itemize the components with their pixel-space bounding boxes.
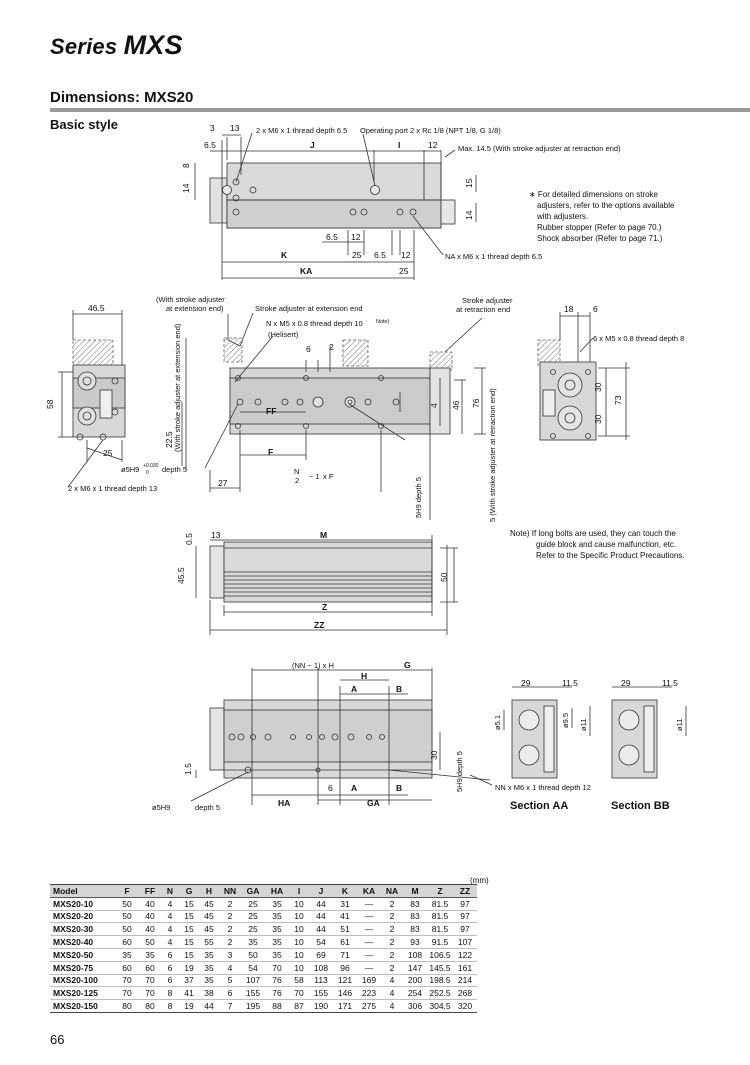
table-cell: 304.5 [427, 1000, 453, 1013]
table-cell: 155 [309, 987, 333, 1000]
front-side-label: (With stroke adjuster at extension end) [173, 323, 182, 452]
dim-27: 27 [218, 478, 228, 488]
table-header-cell: Model [50, 885, 115, 898]
table-cell: 10 [289, 897, 309, 910]
nm5-callout: N x M5 x 0.8 thread depth 10 [266, 319, 363, 328]
dim-6-5-c: 6.5 [374, 250, 386, 260]
stroke-adjuster-note [529, 189, 729, 244]
left-thread-callout: 2 x M6 x 1 thread depth 13 [68, 484, 158, 493]
table-cell: 35 [241, 936, 265, 949]
stroke-note-line: Shock absorber (Refer to page 71.) [537, 234, 663, 243]
table-cell: 2 [219, 936, 241, 949]
note-superscript: Note) [376, 319, 390, 325]
table-cell: 25 [241, 910, 265, 923]
dim-B-bottom: B [396, 783, 403, 793]
na-callout: NA x M6 x 1 thread depth 6.5 [445, 252, 543, 261]
table-header-cell: G [179, 885, 199, 898]
aa-dim-29: 29 [521, 678, 531, 688]
table-cell: 70 [115, 974, 139, 987]
table-cell: 268 [453, 987, 477, 1000]
table-cell: 61 [333, 936, 357, 949]
thread-callout: 2 x M6 x 1 thread depth 6.5 [256, 126, 348, 135]
table-cell: 6 [219, 987, 241, 1000]
table-cell: 190 [309, 1000, 333, 1013]
h9-side-label: 5H9 depth 5 [414, 477, 423, 518]
table-cell: 50 [115, 897, 139, 910]
table-cell: 169 [357, 974, 381, 987]
table-cell: 76 [265, 987, 289, 1000]
table-cell: 35 [265, 923, 289, 936]
table-cell: 4 [161, 923, 179, 936]
table-cell: 50 [241, 948, 265, 961]
aa-dim-5-1: ø5.1 [493, 714, 502, 730]
table-cell: 70 [265, 961, 289, 974]
dim-ZZ: ZZ [314, 620, 325, 630]
table-cell: 106.5 [427, 948, 453, 961]
table-header-cell: N [161, 885, 179, 898]
table-cell: 108 [309, 961, 333, 974]
table-row [50, 936, 477, 949]
table-cell: 4 [161, 897, 179, 910]
table-cell: 10 [289, 948, 309, 961]
table-cell: MXS20-30 [50, 923, 115, 936]
table-cell: 55 [199, 936, 219, 949]
table-cell: 35 [265, 910, 289, 923]
stroke-note-line: with adjusters. [537, 212, 589, 221]
aa-dim-9-5: ø9.5 [561, 712, 570, 728]
m5-callout: 6 x M5 x 0.8 thread depth 8 [593, 334, 685, 343]
side-view [196, 535, 458, 635]
table-cell: 15 [179, 923, 199, 936]
stroke-note-line: ∗ For detailed dimensions on stroke [529, 190, 658, 199]
table-cell: 198.5 [427, 974, 453, 987]
dim-J: J [310, 140, 315, 150]
table-cell: 35 [199, 961, 219, 974]
pin-tolerance: +0.030 [143, 463, 159, 469]
stroke-note-line: adjusters, refer to the options available [537, 201, 675, 210]
table-cell: 15 [179, 897, 199, 910]
table-cell: 54 [241, 961, 265, 974]
table-cell: 40 [139, 897, 161, 910]
table-cell: 60 [139, 961, 161, 974]
table-row [50, 948, 477, 961]
dim-Z: Z [322, 602, 328, 612]
pin-hole-label: ø5H9 [121, 465, 140, 474]
bb-dim-29: 29 [621, 678, 631, 688]
table-header-cell: K [333, 885, 357, 898]
table-cell: 107 [241, 974, 265, 987]
table-cell: 80 [115, 1000, 139, 1013]
dim-25: 25 [352, 250, 362, 260]
dim-GA: GA [367, 798, 380, 808]
top-view [195, 133, 476, 280]
table-row [50, 961, 477, 974]
dim-30-a: 30 [593, 382, 603, 392]
table-cell: 58 [289, 974, 309, 987]
table-cell: MXS20-50 [50, 948, 115, 961]
table-cell: 5 [219, 974, 241, 987]
stroke-adjuster-ext-label: Stroke adjuster at extension end [255, 304, 363, 313]
table-cell: 155 [241, 987, 265, 1000]
table-header-cell: H [199, 885, 219, 898]
dim-22-5: 22.5 [164, 431, 174, 448]
dim-12-c: 12 [401, 250, 411, 260]
dim-12-b: 12 [351, 232, 361, 242]
table-cell: 70 [139, 987, 161, 1000]
table-cell: 15 [179, 936, 199, 949]
table-cell: 275 [357, 1000, 381, 1013]
dim-0-5: 0.5 [184, 533, 194, 545]
dim-46-5: 46.5 [88, 303, 105, 313]
dim-6-front: 6 [306, 344, 311, 354]
table-cell: MXS20-20 [50, 910, 115, 923]
table-cell: 2 [219, 923, 241, 936]
table-cell: 122 [453, 948, 477, 961]
sections [504, 687, 686, 778]
table-header-cell: KA [357, 885, 381, 898]
table-cell: 35 [265, 936, 289, 949]
table-unit: (mm) [470, 876, 489, 885]
nn-callout: NN x M6 x 1 thread depth 12 [495, 783, 591, 792]
table-cell: — [357, 961, 381, 974]
table-cell: 81.5 [427, 923, 453, 936]
table-cell: 6 [161, 961, 179, 974]
table-cell: 45 [199, 897, 219, 910]
bolts-note-line: Note) If long bolts are used, they can touch the [510, 529, 676, 538]
table-cell: 69 [309, 948, 333, 961]
table-cell: 25 [241, 923, 265, 936]
dim-76: 76 [471, 398, 481, 408]
right-view [538, 312, 630, 440]
table-cell: MXS20-75 [50, 961, 115, 974]
dim-A-bottom: A [351, 783, 358, 793]
dim-6-5: 6.5 [204, 140, 216, 150]
aa-dim-11: ø11 [579, 718, 588, 731]
table-cell: 25 [241, 897, 265, 910]
section-title: Dimensions: MXS20 [50, 89, 194, 106]
table-cell: 4 [161, 936, 179, 949]
table-header-cell: HA [265, 885, 289, 898]
table-cell: 4 [381, 987, 403, 1000]
dim-25-b: 25 [399, 266, 409, 276]
table-header-cell: I [289, 885, 309, 898]
table-cell: 223 [357, 987, 381, 1000]
table-cell: 83 [403, 910, 427, 923]
dim-6-5-b: 6.5 [326, 232, 338, 242]
long-bolts-note [510, 528, 715, 561]
table-row [50, 923, 477, 936]
nnh-label: (NN − 1) x H [292, 661, 334, 670]
table-cell: 6 [161, 948, 179, 961]
table-cell: 35 [139, 948, 161, 961]
table-cell: 19 [179, 1000, 199, 1013]
frac-xF: x F [323, 472, 334, 481]
table-cell: 113 [309, 974, 333, 987]
table-cell: 2 [381, 897, 403, 910]
table-body [50, 897, 477, 1012]
dim-15: 15 [464, 178, 474, 188]
table-cell: 35 [199, 948, 219, 961]
table-header-cell: NA [381, 885, 403, 898]
table-header-row [50, 885, 477, 898]
table-cell: 81.5 [427, 910, 453, 923]
bolts-note-line: guide block and cause malfunction, etc. [536, 540, 677, 549]
dim-H: H [361, 671, 368, 681]
table-row [50, 910, 477, 923]
table-header-cell: Z [427, 885, 453, 898]
table-cell: 8 [161, 1000, 179, 1013]
table-cell: 97 [453, 910, 477, 923]
dim-6-right: 6 [593, 304, 598, 314]
dimensions-table [50, 884, 477, 1013]
table-cell: 10 [289, 923, 309, 936]
table-header-cell: F [115, 885, 139, 898]
frac-numerator: N [294, 467, 300, 476]
table-row [50, 974, 477, 987]
table-cell: 88 [265, 1000, 289, 1013]
bottom-pin-label: ø5H9 [152, 803, 171, 812]
table-cell: 45 [199, 910, 219, 923]
table-header-cell: J [309, 885, 333, 898]
table-cell: 44 [309, 923, 333, 936]
table-cell: 44 [199, 1000, 219, 1013]
table-cell: 4 [381, 1000, 403, 1013]
table-cell: 50 [115, 923, 139, 936]
table-cell: 50 [139, 936, 161, 949]
pin-tolerance-0: 0 [146, 470, 149, 476]
max-callout: Max. 14.5 (With stroke adjuster at retraction end) [458, 144, 621, 153]
dim-3: 3 [210, 123, 215, 133]
dim-K: K [281, 250, 288, 260]
frac-rest: − 1 [309, 472, 320, 481]
table-cell: 97 [453, 897, 477, 910]
page-number: 66 [50, 1032, 65, 1047]
table-header-cell: NN [219, 885, 241, 898]
table-cell: 15 [179, 910, 199, 923]
table-cell: MXS20-100 [50, 974, 115, 987]
table-cell: 146 [333, 987, 357, 1000]
table-cell: 252.5 [427, 987, 453, 1000]
bottom-pin-depth: depth 5 [195, 803, 221, 812]
table-cell: 195 [241, 1000, 265, 1013]
series-prefix: Series [50, 34, 124, 59]
bolts-note-line: Refer to the Specific Product Precautions. [536, 551, 685, 560]
dim-2: 2 [329, 342, 334, 352]
table-cell: 83 [403, 923, 427, 936]
dim-B: B [396, 684, 403, 694]
stroke-adjuster-ret-label: Stroke adjuster [462, 296, 513, 305]
table-cell: 97 [453, 923, 477, 936]
dim-4: 4 [429, 403, 439, 408]
table-row [50, 987, 477, 1000]
dim-18: 18 [564, 304, 574, 314]
dim-45-5: 45.5 [176, 567, 186, 584]
table-cell: 7 [219, 1000, 241, 1013]
table-cell: 145.5 [427, 961, 453, 974]
table-cell: 4 [381, 974, 403, 987]
table-cell: 10 [289, 936, 309, 949]
dim-HA: HA [278, 798, 291, 808]
table-header-cell: ZZ [453, 885, 477, 898]
table-cell: 60 [115, 936, 139, 949]
table-cell: 70 [115, 987, 139, 1000]
table-cell: 214 [453, 974, 477, 987]
dim-30-b: 30 [593, 414, 603, 424]
table-cell: MXS20-10 [50, 897, 115, 910]
port-callout: Operating port 2 x Rc 1/8 (NPT 1/8, G 1/8) [360, 126, 501, 135]
table-cell: — [357, 897, 381, 910]
table-cell: 60 [115, 961, 139, 974]
dim-30-bottom: 30 [429, 750, 439, 760]
stroke-note-line: Rubber stopper (Refer to page 70.) [537, 223, 662, 232]
bottom-view [191, 668, 492, 805]
table-cell: 50 [115, 910, 139, 923]
table-cell: 93 [403, 936, 427, 949]
table-cell: 2 [381, 936, 403, 949]
table-cell: 71 [333, 948, 357, 961]
table-cell: 2 [381, 923, 403, 936]
section-aa-label: Section AA [510, 800, 569, 812]
table-cell: 35 [265, 897, 289, 910]
ret-side-label: 5 (With stroke adjuster at retraction end) [488, 388, 497, 522]
dim-F: F [268, 447, 274, 457]
table-cell: 41 [179, 987, 199, 1000]
left-view [58, 310, 240, 487]
table-cell: 96 [333, 961, 357, 974]
table-cell: — [357, 936, 381, 949]
dim-25-left: 25 [103, 448, 113, 458]
dim-12: 12 [428, 140, 438, 150]
table-cell: 51 [333, 923, 357, 936]
table-cell: 254 [403, 987, 427, 1000]
table-cell: 6 [161, 974, 179, 987]
dim-14: 14 [181, 183, 191, 193]
table-header-cell: GA [241, 885, 265, 898]
table-cell: — [357, 910, 381, 923]
table-cell: 320 [453, 1000, 477, 1013]
with-adjuster-label: (With stroke adjuster [156, 295, 225, 304]
table-cell: 10 [289, 961, 309, 974]
table-cell: 2 [219, 910, 241, 923]
table-cell: 8 [161, 987, 179, 1000]
dim-6-bottom: 6 [328, 783, 333, 793]
helisert-label: (Helisert) [268, 330, 299, 339]
table-cell: 80 [139, 1000, 161, 1013]
table-cell: MXS20-150 [50, 1000, 115, 1013]
table-cell: 4 [161, 910, 179, 923]
with-adjuster-label-2: at extension end) [166, 304, 224, 313]
table-cell: 70 [139, 974, 161, 987]
table-row [50, 1000, 477, 1013]
dim-50: 50 [439, 572, 449, 582]
dim-46: 46 [451, 400, 461, 410]
table-cell: 81.5 [427, 897, 453, 910]
bottom-h9-side: 5H9 depth 5 [455, 751, 464, 792]
table-cell: 19 [179, 961, 199, 974]
series-name: MXS [123, 30, 183, 60]
table-cell: 161 [453, 961, 477, 974]
table-cell: 35 [115, 948, 139, 961]
table-cell: 76 [265, 974, 289, 987]
table-cell: 107 [453, 936, 477, 949]
dim-8: 8 [181, 163, 191, 168]
table-cell: 2 [381, 961, 403, 974]
table-cell: 44 [309, 910, 333, 923]
table-cell: 121 [333, 974, 357, 987]
table-cell: 70 [289, 987, 309, 1000]
aa-dim-11-5: 11.5 [562, 678, 578, 688]
front-view [182, 313, 486, 520]
stroke-adjuster-ret-label-2: at retraction end [456, 305, 511, 314]
table-cell: 147 [403, 961, 427, 974]
table-cell: 15 [179, 948, 199, 961]
table-cell: 306 [403, 1000, 427, 1013]
table-cell: — [357, 923, 381, 936]
dim-73: 73 [613, 395, 623, 405]
table-cell: 91.5 [427, 936, 453, 949]
table-cell: 41 [333, 910, 357, 923]
table-cell: 3 [219, 948, 241, 961]
table-cell: 35 [199, 974, 219, 987]
table-header-cell: FF [139, 885, 161, 898]
dim-A: A [351, 684, 358, 694]
table-cell: 37 [179, 974, 199, 987]
bb-dim-11-5: 11.5 [662, 678, 678, 688]
dim-13-side: 13 [211, 530, 221, 540]
table-cell: 10 [289, 910, 309, 923]
table-cell: MXS20-125 [50, 987, 115, 1000]
dim-I: I [398, 140, 401, 150]
table-row [50, 897, 477, 910]
table-cell: 108 [403, 948, 427, 961]
dim-1-5: 1.5 [183, 763, 193, 775]
dim-14-b: 14 [464, 210, 474, 220]
table-cell: 4 [219, 961, 241, 974]
table-cell: 171 [333, 1000, 357, 1013]
table-cell: 40 [139, 923, 161, 936]
table-cell: 2 [381, 910, 403, 923]
table-cell: 54 [309, 936, 333, 949]
table-cell: 38 [199, 987, 219, 1000]
table-cell: 2 [219, 897, 241, 910]
table-cell: 31 [333, 897, 357, 910]
table-cell: 200 [403, 974, 427, 987]
dim-FF: FF [266, 406, 277, 416]
table-cell: 44 [309, 897, 333, 910]
subtitle: Basic style [50, 117, 118, 132]
table-cell: 87 [289, 1000, 309, 1013]
dim-58: 58 [45, 399, 55, 409]
dim-13: 13 [230, 123, 240, 133]
table-header-cell: M [403, 885, 427, 898]
table-cell: MXS20-40 [50, 936, 115, 949]
dim-G: G [404, 660, 411, 670]
dim-M: M [320, 530, 328, 540]
table-cell: 2 [381, 948, 403, 961]
pin-depth-label: depth 5 [162, 465, 188, 474]
dim-KA: KA [300, 266, 313, 276]
frac-denominator: 2 [295, 476, 300, 485]
table-cell: — [357, 948, 381, 961]
section-bb-label: Section BB [611, 800, 670, 812]
table-cell: 83 [403, 897, 427, 910]
bb-dim-11: ø11 [675, 718, 684, 731]
table-cell: 35 [265, 948, 289, 961]
table-cell: 40 [139, 910, 161, 923]
table-cell: 45 [199, 923, 219, 936]
